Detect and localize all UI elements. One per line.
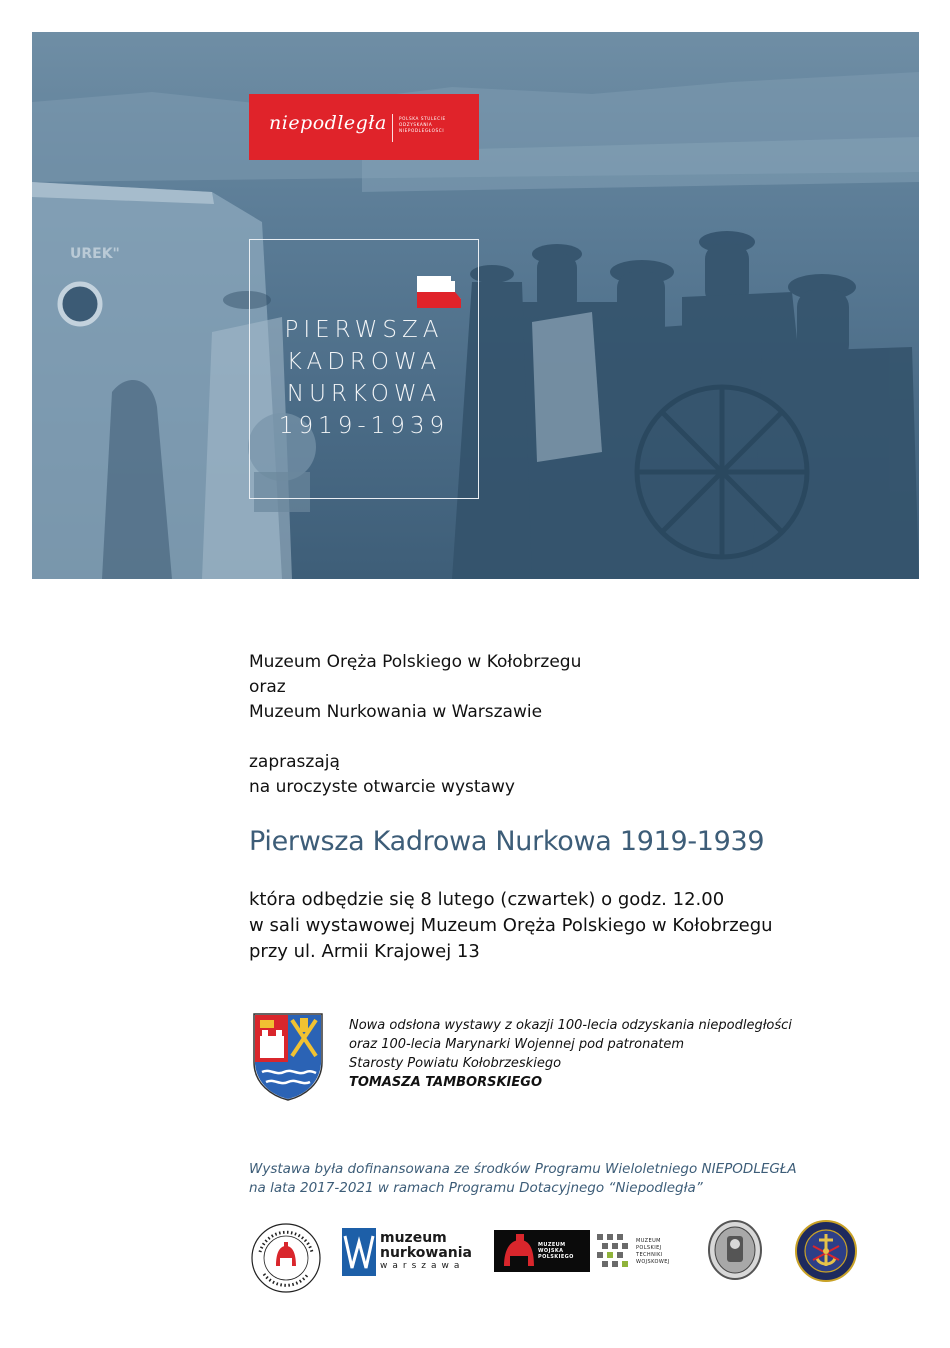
muzeum-wojska-polskiego-logo — [494, 1230, 590, 1272]
muzeum-wojska-line: MUZEUM — [538, 1242, 566, 1248]
banner-title-line: KADROWA — [286, 349, 442, 375]
funding-line: Wystawa była dofinansowana ze środków Programu Wieloletniego NIEPODLEGŁA — [249, 1161, 797, 1177]
patronage-line: Starosty Powiatu Kołobrzeskiego — [349, 1056, 562, 1071]
banner-title-line: NURKOWA — [286, 381, 442, 407]
muzeum-oreza-polskiego-logo — [250, 1222, 322, 1294]
muzeum-techniki-line: WOJSKOWEJ — [636, 1259, 670, 1265]
banner-title-line: PIERWSZA — [284, 317, 444, 343]
patronage-line: Nowa odsłona wystawy z okazji 100-lecia odzyskania niepodległości — [349, 1018, 792, 1033]
diver-medal-logo — [707, 1220, 763, 1280]
patronage-line: oraz 100-lecia Marynarki Wojennej pod patronatem — [349, 1037, 685, 1052]
muzeum-wojska-line: POLSKIEGO — [538, 1254, 574, 1260]
pixel-grid-icon — [597, 1232, 633, 1272]
helmet-icon — [498, 1230, 538, 1272]
organizer-line: Muzeum Nurkowania w Warszawie — [249, 702, 543, 722]
kolobrzeg-county-crest — [252, 1012, 324, 1102]
exhibition-title: Pierwsza Kadrowa Nurkowa 1919-1939 — [249, 826, 765, 857]
niepodlegla-small-text: POLSKA STULECIE ODZYSKANIA NIEPODLEGŁOŚCI — [399, 116, 446, 133]
boat-name-text: UREK" — [70, 246, 120, 262]
funding-note — [249, 1160, 797, 1198]
muzeum-wojska-line: WOJSKA — [538, 1248, 564, 1254]
title-frame — [249, 239, 479, 499]
muzeum-wojska-text — [538, 1242, 574, 1260]
patron-name: TOMASZA TAMBORSKIEGO — [349, 1075, 542, 1090]
banner-title — [250, 314, 478, 442]
invitation-line: zapraszają — [249, 752, 340, 772]
organizer-line: Muzeum Oręża Polskiego w Kołobrzegu — [249, 652, 582, 672]
niepodlegla-logo — [249, 94, 479, 160]
muzeum-techniki-text — [636, 1238, 670, 1266]
muzeum-nurkowania-word2: nurkowania — [380, 1245, 472, 1261]
details-line: przy ul. Armii Krajowej 13 — [249, 941, 480, 962]
muzeum-techniki-line: POLSKIEJ — [636, 1245, 662, 1251]
details-line: która odbędzie się 8 lutego (czwartek) o godz. 12.00 — [249, 889, 725, 910]
muzeum-nurkowania-word1: muzeum — [380, 1230, 447, 1246]
muzeum-nurkowania-word3: warszawa — [380, 1261, 465, 1271]
navy-badge-logo — [795, 1220, 857, 1282]
invitation-line: na uroczyste otwarcie wystawy — [249, 777, 515, 797]
funding-line: na lata 2017-2021 w ramach Programu Dotacyjnego “Niepodległa” — [249, 1180, 703, 1196]
polish-flag-icon — [415, 275, 463, 309]
logo-divider — [392, 114, 393, 142]
organizer-line: oraz — [249, 677, 286, 697]
muzeum-techniki-wojskowej-logo — [597, 1232, 679, 1272]
event-details — [249, 887, 773, 965]
details-line: w sali wystawowej Muzeum Oręża Polskiego w Kołobrzegu — [249, 915, 773, 936]
muzeum-nurkowania-mark-icon — [342, 1228, 376, 1276]
invitation — [249, 750, 515, 800]
niepodlegla-script: niepodległa — [269, 112, 387, 134]
hero-banner — [32, 32, 919, 579]
muzeum-techniki-line: TECHNIKI — [636, 1252, 663, 1258]
organizers — [249, 650, 581, 725]
muzeum-nurkowania-logo — [342, 1228, 472, 1276]
muzeum-techniki-line: MUZEUM — [636, 1238, 661, 1244]
patronage-text — [349, 1016, 792, 1092]
banner-title-line: 1919-1939 — [278, 413, 450, 439]
